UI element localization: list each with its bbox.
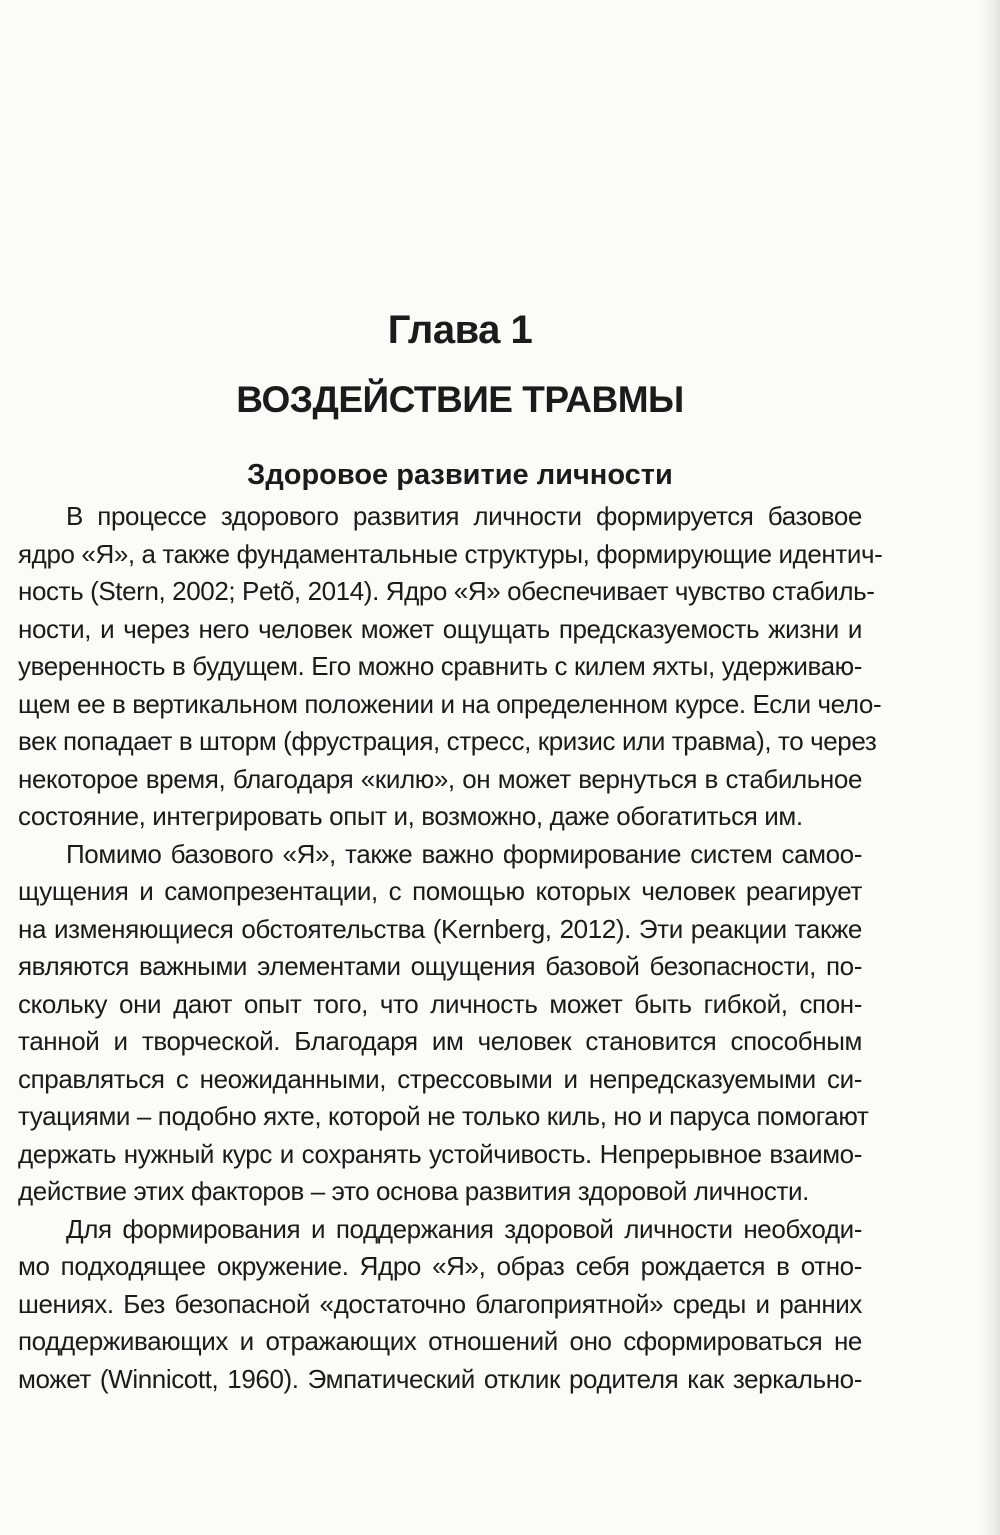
text-line: действие этих факторов – это основа развития здоровой личности. [18,1176,809,1206]
chapter-title: ВОЗДЕЙСТВИЕ ТРАВМЫ [236,379,684,420]
paragraph-2 [18,836,869,1211]
text-line: являются важными элементами ощущения базовой безопасности, по- [18,951,862,981]
section-title: Здоровое развитие личности [247,459,673,491]
text-line: ность (Stern, 2002; Petõ, 2014). Ядро «Я» обеспечивает чувство стабиль- [18,576,875,606]
text-line: туациями – подобно яхте, которой не только киль, но и паруса помогают [18,1101,869,1131]
text-line: Для формирования и поддержания здоровой личности необходи- [66,1213,862,1244]
paragraph-3 [18,1211,862,1399]
text-line: век попадает в шторм (фрустрация, стресс, кризис или травма), то через [18,726,877,756]
text-line: справляться с неожиданными, стрессовыми и непредсказуемыми си- [18,1063,862,1094]
text-line: скольку они дают опыт того, что личность может быть гибкой, спон- [18,988,862,1019]
text-line: танной и творческой. Благодаря им человек становится способным [18,1026,862,1056]
text-line: уверенность в будущем. Его можно сравнить с килем яхты, удерживаю- [18,651,862,681]
text-line: держать нужный курс и сохранять устойчивость. Непрерывное взаимо- [18,1138,862,1169]
text-line: шениях. Без безопасной «достаточно благоприятной» среды и ранних [18,1288,862,1319]
text-line: поддерживающих и отражающих отношений оно сформироваться не [18,1326,862,1356]
text-line: щем ее в вертикальном положении и на определенном курсе. Если чело- [18,688,882,719]
text-line: ядро «Я», а также фундаментальные структуры, формирующие идентич- [18,538,883,569]
text-line: некоторое время, благодаря «килю», он может вернуться в стабильное [18,763,862,794]
page-content [18,300,883,1398]
paragraph-1 [18,498,883,836]
text-line: щущения и самопрезентации, с помощью которых человек реагирует [18,876,862,906]
text-line: Помимо базового «Я», также важно формирование систем самоо- [66,838,862,869]
text-line: может (Winnicott, 1960). Эмпатический отклик родителя как зеркально- [18,1363,862,1394]
text-line: на изменяющиеся обстоятельства (Kernberg, 2012). Эти реакции также [18,913,862,944]
page-spine-shadow [978,0,1000,1535]
text-line: ности, и через него человек может ощущать предсказуемость жизни и [18,613,862,644]
text-line: состояние, интегрировать опыт и, возможно, даже обогатиться им. [18,801,803,831]
text-line: мо подходящее окружение. Ядро «Я», образ себя рождается в отно- [18,1251,862,1281]
chapter-number: Глава 1 [387,308,533,352]
text-line: В процессе здорового развития личности формируется базовое [66,501,862,531]
